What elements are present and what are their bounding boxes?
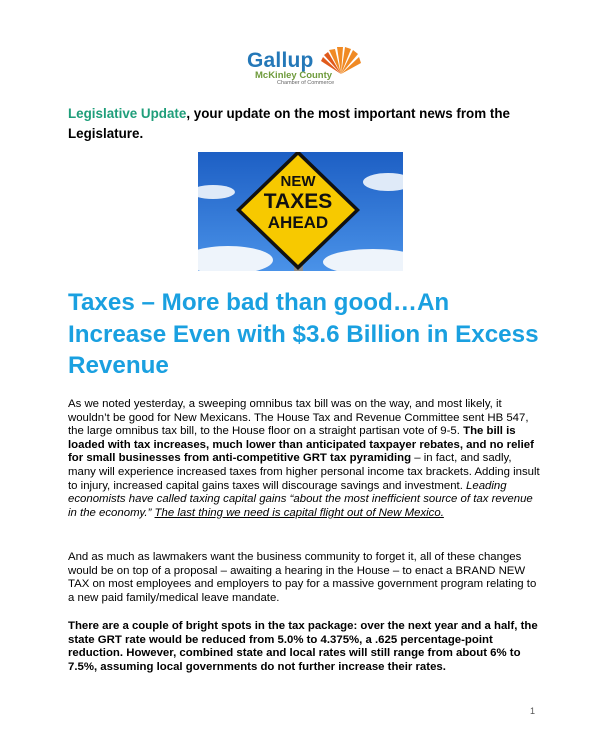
road-sign-illustration: [198, 152, 403, 271]
intro-accent: Legislative Update: [68, 106, 187, 121]
sign-text-new: NEW: [280, 173, 316, 190]
paragraph-1-italic-quote: Leading economists have called taxing capital gains “about the most inefficient source of tax revenue in the economy.”: [68, 479, 533, 519]
paragraph-1-underlined: The last thing we need is capital flight out of New Mexico.: [154, 506, 444, 519]
chamber-logo: [247, 46, 362, 90]
page-number: 1: [530, 706, 536, 716]
sign-text-ahead: AHEAD: [267, 213, 329, 232]
paragraph-1-bold: The bill is loaded with tax increases, much lower than anticipated taxpayer rebates, and no relief for small businesses from anti-competitive GRT tax pyramiding: [68, 425, 534, 465]
paragraph-1-sentence-1: As we noted yesterday, a sweeping omnibus tax bill was on the way, and most likely, it wouldn’t be good for New Mexicans. The House Tax and Revenue Committee sent HB 547, the large omnibus tax bill, to the House floor on a straight partisan vote of 9-5.: [68, 398, 529, 438]
paragraph-2: And as much as lawmakers want the business community to forget it, all of these changes would be on top of a proposal – awaiting a hearing in the House – to enact a BRAND NEW TAX on most employees and employers to pay for a massive government program relating to a new paid family/medical leave mandate.: [68, 551, 537, 604]
intro-line: [68, 104, 548, 144]
intro-rest: , your update on the most important news from the Legislature.: [68, 106, 510, 141]
paragraph-1-sentence-3: – in fact, and sadly, many will experience increased taxes from higher personal income tax brackets. Adding insult to injury, increased capital gains taxes will discourage savings and investment.: [68, 452, 540, 492]
sign-text-taxes: TAXES: [263, 190, 333, 213]
paragraph-1: [68, 398, 542, 520]
logo-tagline: Chamber of Commerce: [277, 80, 335, 86]
article-headline: Taxes – More bad than good…An Increase Even with $3.6 Billion in Excess Revenue: [68, 289, 539, 380]
logo-brand: Gallup: [247, 49, 314, 72]
new-taxes-ahead-image: [198, 152, 403, 271]
logo-subtitle: McKinley County: [255, 70, 333, 81]
paragraph-3: There are a couple of bright spots in the tax package: over the next year and a half, the state GRT rate would be reduced from 5.0% to 4.375%, a .625 percentage-point reduction. However, combined state and local rates will still range from about 6% to 7.5%, assuming local governments do not further increase their rates.: [68, 620, 538, 673]
